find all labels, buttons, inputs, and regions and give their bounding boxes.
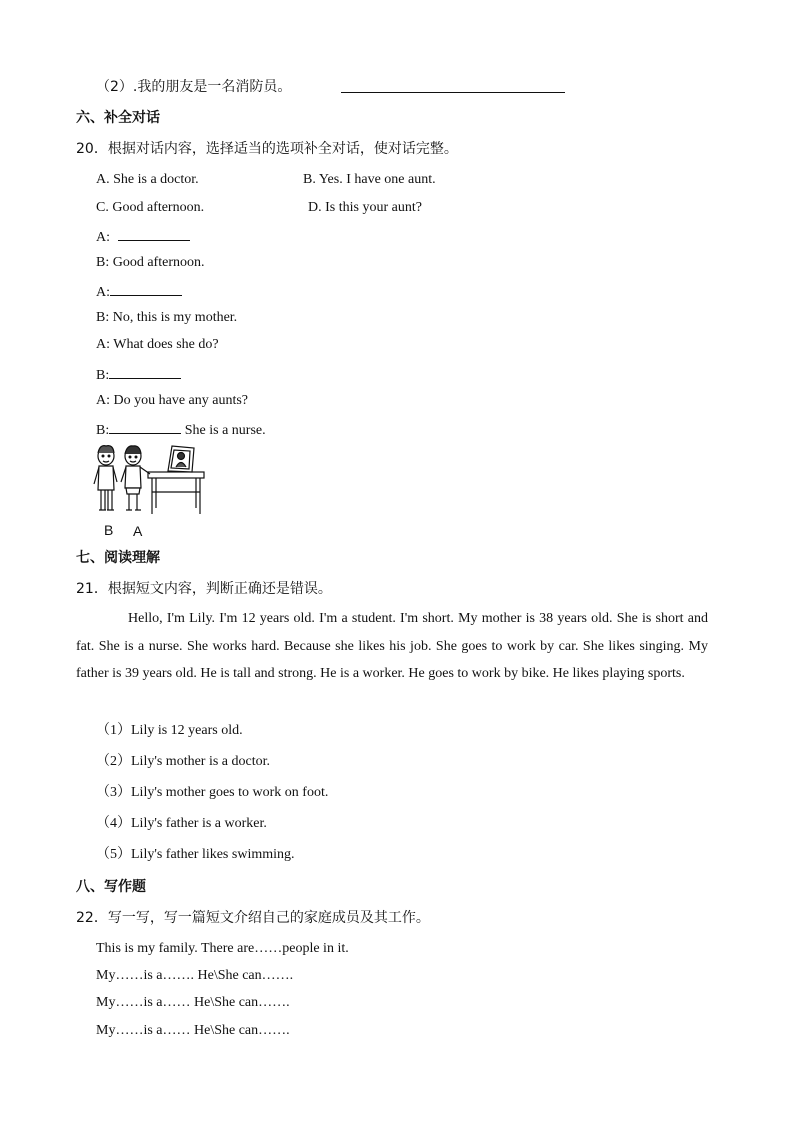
dialogue-line [96,226,190,247]
dialogue-blank [109,364,181,379]
dialogue-speaker: B: [96,423,110,438]
dialogue-speaker: A: [96,393,110,408]
reading-passage-text: Hello, I'm Lily. I'm 12 years old. I'm a student. I'm short. My mother is 38 years old. She is short and fat. She is a nurse. She works hard. Because she likes his job. She goes to work by car. She likes singing. My father is 39 years old. He is tall and strong. He is a worker. He goes to work by bike. He likes playing sports. [76,611,708,681]
figure-label-b: B [104,522,114,538]
writing-template-line: My……is a…… He\She can……. [96,995,290,1010]
dialogue-blank [109,419,181,434]
q21-item-2: （2）Lily's mother is a doctor. [96,754,271,769]
dialogue-speaker: A: [96,285,110,300]
q19-answer-blank [341,92,565,93]
dialogue-text: She is a nurse. [184,423,266,438]
dialogue-blank [110,281,182,296]
q20-option-d: D. Is this your aunt? [308,200,422,215]
writing-template-line: My……is a…… He\She can……. [96,1023,290,1038]
q21-item-5: （5）Lily's father likes swimming. [96,847,295,862]
dialogue-text: What does she do? [113,337,219,352]
q20-option-c: C. Good afternoon. [96,200,205,215]
dialogue-line [96,254,205,272]
q21-prompt: 21．根据短文内容，判断正确还是错误。 [76,581,332,597]
q21-item-4: （4）Lily's father is a worker. [96,816,267,831]
q19-item-2-text: （2）.我的朋友是一名消防员。 [96,79,292,95]
dialogue-text: Good afternoon. [112,255,205,270]
dialogue-speaker: A: [96,230,110,245]
writing-template-line: This is my family. There are……people in it. [96,941,349,956]
dialogue-line [96,392,248,410]
figure-label-a: A [133,523,143,539]
dialogue-speaker: B: [96,310,110,325]
dialogue-line [96,336,219,354]
dialogue-line [96,419,266,440]
q21-item-3: （3）Lily's mother goes to work on foot. [96,785,329,800]
dialogue-text: No, this is my mother. [112,310,238,325]
dialogue-speaker: B: [96,255,110,270]
q20-option-b: B. Yes. I have one aunt. [303,172,436,187]
dialogue-line [96,364,181,385]
writing-template-line: My……is a……. He\She can……. [96,968,294,983]
q21-item-1: （1）Lily is 12 years old. [96,723,243,738]
dialogue-line [96,309,237,327]
section-6-title: 六、补全对话 [76,110,160,126]
q20-prompt: 20．根据对话内容，选择适当的选项补全对话，使对话完整。 [76,141,458,157]
dialogue-line [96,281,182,302]
reading-passage [76,605,708,688]
section-8-title: 八、写作题 [76,879,146,895]
q19-item-2 [96,78,291,96]
dialogue-speaker: B: [96,368,110,383]
dialogue-speaker: A: [96,337,110,352]
dialogue-text: Do you have any aunts? [113,393,249,408]
q22-prompt: 22．写一写，写一篇短文介绍自己的家庭成员及其工作。 [76,910,430,926]
section-7-title: 七、阅读理解 [76,550,160,566]
q20-option-a: A. She is a doctor. [96,172,199,187]
dialogue-blank [118,226,190,241]
